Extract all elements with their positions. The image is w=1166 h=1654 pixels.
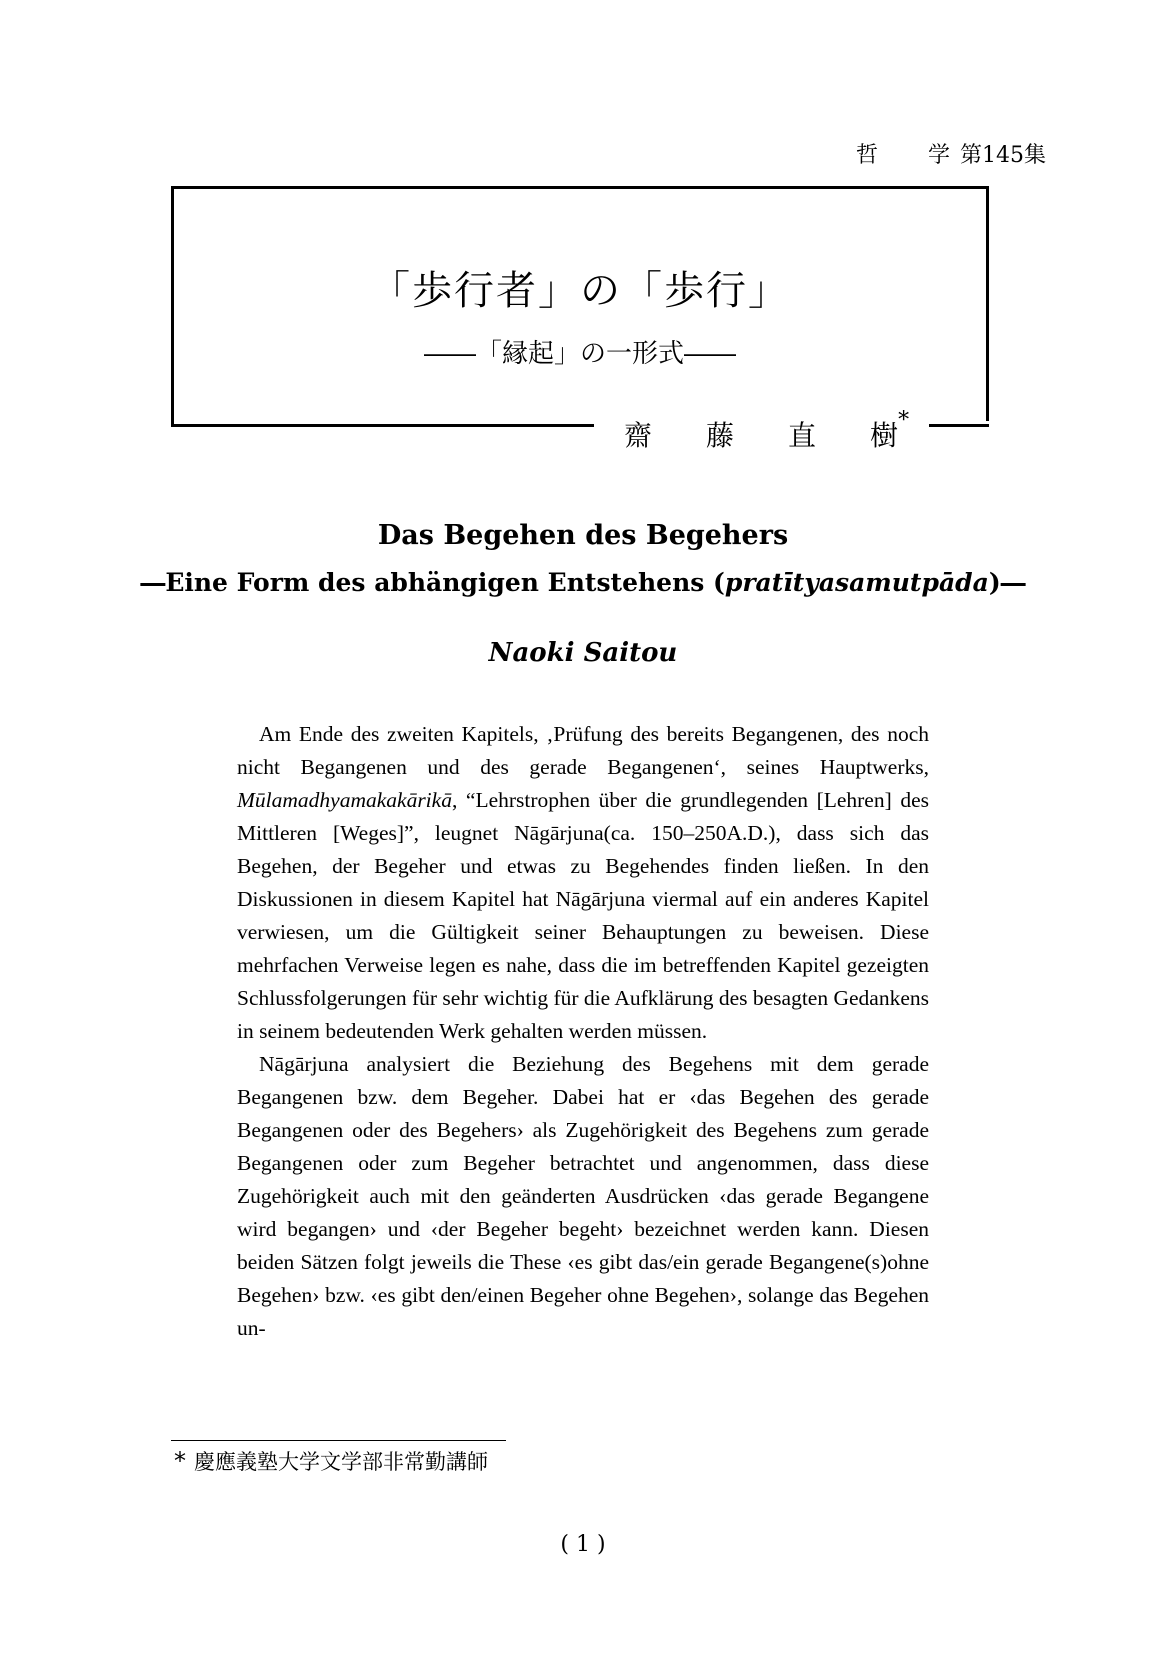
paragraph-1-title: Mūlamadhyamakakārikā [237, 788, 452, 812]
paragraph-2: Nāgārjuna analysiert die Beziehung des Begehens mit dem gerade Begangenen bzw. dem Begeher. Dabei hat er ‹das Begehen des gerade Begangenen oder des Begehers› als Zugehörigkeit des Begehens zum gerade Begangenen oder zum Begeher betrachtet und angenommen, dass diese Zugehörigkeit auch mit den geänderten Ausdrücken ‹das gerade Begangene wird begangen› und ‹der Begeher begeht› bezeichnet werden kann. Diesen beiden Sätzen folgt jeweils die These ‹es gibt das/ein gerade Begangene(s)ohne Begehen› bzw. ‹es gibt den/einen Begeher ohne Begehen›, solange das Begehen un- [237, 1052, 929, 1340]
journal-volume: 第145集 [960, 143, 1046, 168]
page-number: ( 1 ) [560, 1532, 606, 1557]
paragraph-1-part-b: , “Lehrstrophen über die grundlegenden [Lehren] des Mittleren [Weges]”, leugnet Nāgārjuna(ca. 150–250A.D.), dass sich das Begehen, der Begeher und etwas zu Begehendes finden ließen. In den Diskussionen in diesem Kapitel hat Nāgārjuna viermal auf ein anderes Kapitel verwiesen, um die Gültigkeit seiner Behauptungen zu beweisen. Diese mehrfachen Verweise legen es nahe, dass die im betreffenden Kapitel gezeigten Schlussfolgerungen für sehr wichtig für die Aufklärung des besagten Gedankens in seinem bedeutenden Werk gehalten werden müssen. [237, 788, 929, 1043]
footnote [174, 1446, 488, 1476]
paragraph-1 [237, 718, 929, 1048]
author-char-3: 直 [788, 419, 817, 452]
author-char-1: 齋 [624, 419, 653, 452]
footnote-text: 慶應義塾大学文学部非常勤講師 [194, 1450, 488, 1474]
footnote-rule [171, 1440, 506, 1441]
german-author: Naoki Saitou [488, 638, 678, 668]
german-subtitle-suffix: )― [988, 568, 1026, 597]
author-char-2: 藤 [706, 419, 735, 452]
author-footnote-mark: * [898, 408, 910, 433]
journal-header [856, 138, 1046, 169]
title-box-right-line [929, 424, 989, 427]
japanese-title: 「歩行者」の「歩行」 [370, 268, 790, 314]
german-subtitle-prefix: ―Eine Form des abhängigen Entstehens ( [140, 568, 725, 597]
japanese-author [620, 408, 913, 454]
journal-name-1: 哲 [855, 143, 878, 168]
japanese-subtitle: ――「縁起」の一形式―― [423, 339, 736, 369]
german-subtitle-term: pratītyasamutpāda [724, 568, 989, 597]
abstract-body [237, 718, 929, 1345]
german-title: Das Begehen des Begehers [377, 520, 789, 551]
footnote-mark: * [174, 1447, 186, 1475]
german-subtitle [0, 568, 1166, 597]
journal-name-2: 学 [927, 143, 950, 168]
title-box [171, 186, 989, 427]
author-char-4: 樹 [870, 419, 899, 452]
paragraph-1-part-a: Am Ende des zweiten Kapitels, ‚Prüfung des bereits Begangenen, des noch nicht Begangenen und des gerade Begangenen‘, seines Hauptwerks, [237, 722, 929, 779]
